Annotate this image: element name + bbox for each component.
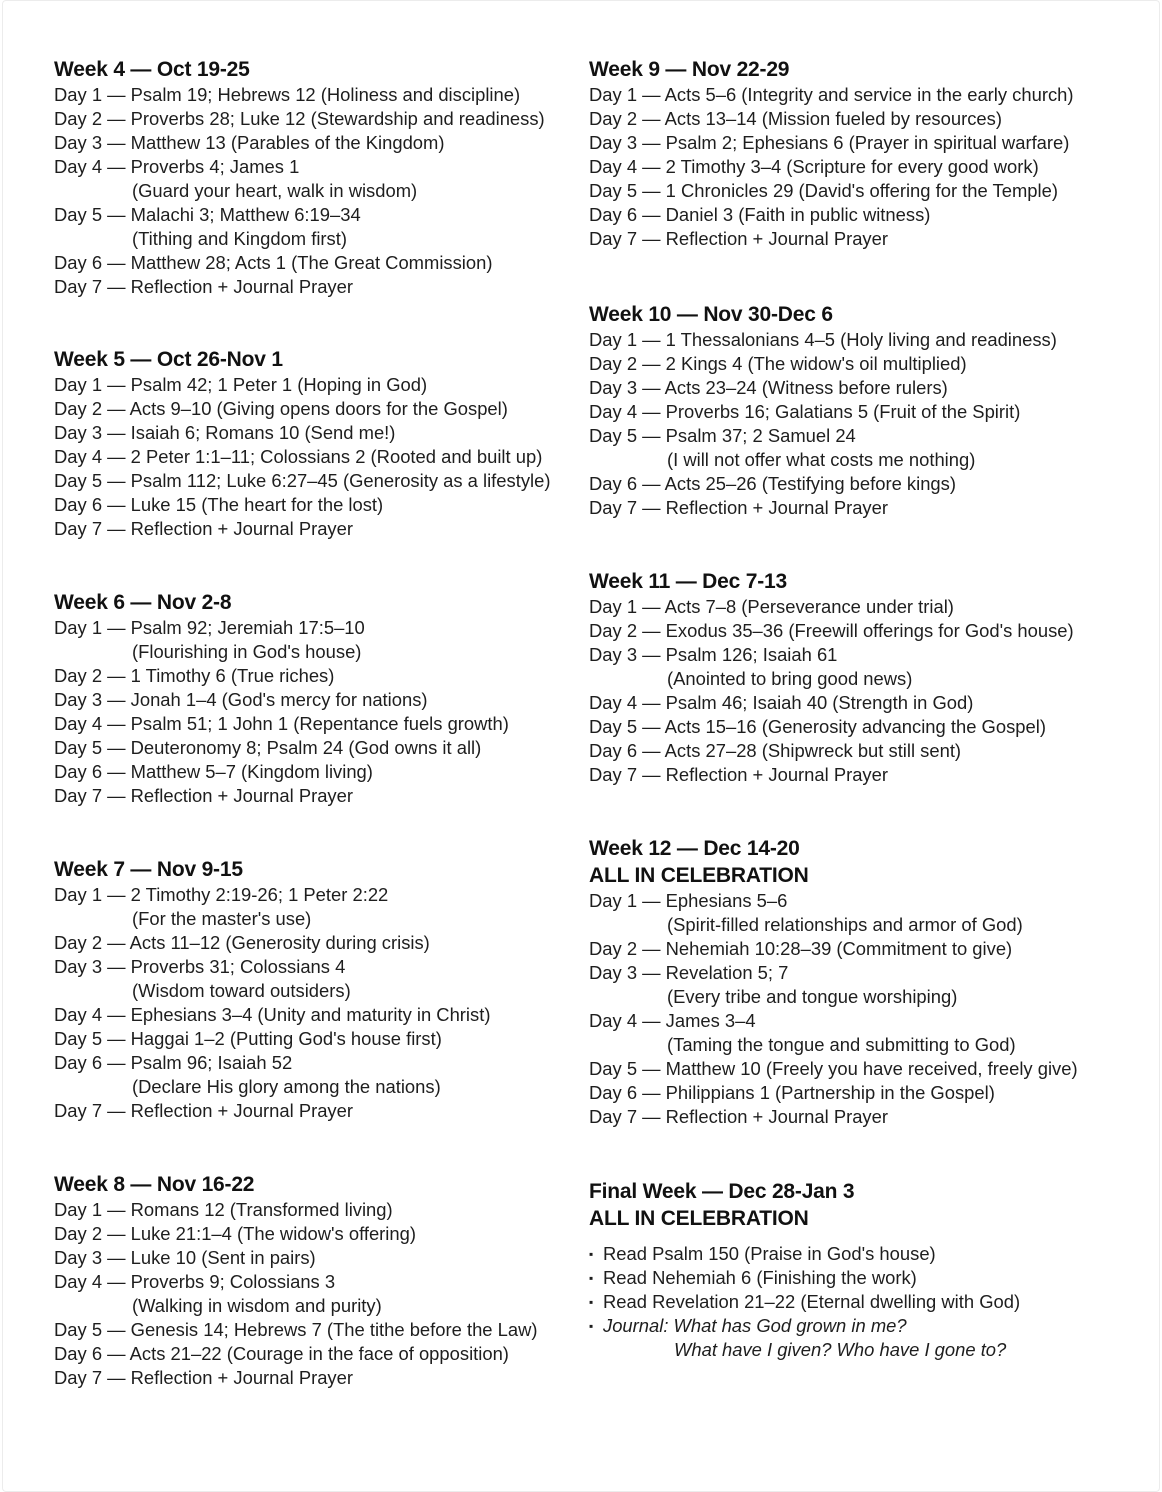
day-reading-theme: (Tithing and Kingdom first) <box>132 228 347 249</box>
day-reading: Day 5 — Genesis 14; Hebrews 7 (The tithe before the Law) <box>54 1319 538 1340</box>
day-reading: Day 2 — 2 Kings 4 (The widow's oil multiplied) <box>589 353 967 374</box>
day-reading: Day 3 — Matthew 13 (Parables of the Kingdom) <box>54 132 445 153</box>
day-reading: Day 7 — Reflection + Journal Prayer <box>54 785 353 806</box>
week-heading: Week 8 — Nov 16-22 <box>54 1173 255 1196</box>
day-reading: Day 3 — Isaiah 6; Romans 10 (Send me!) <box>54 422 396 443</box>
day-reading: Day 7 — Reflection + Journal Prayer <box>54 518 353 539</box>
day-reading-theme: (Wisdom toward outsiders) <box>132 980 351 1001</box>
day-reading: Day 6 — Philippians 1 (Partnership in the Gospel) <box>589 1082 995 1103</box>
journal-item <box>589 1314 1129 1338</box>
week-4-section <box>54 56 594 299</box>
week-12-section <box>589 835 1129 1129</box>
day-reading: Day 7 — Reflection + Journal Prayer <box>589 764 888 785</box>
week-5-section <box>54 346 594 541</box>
day-reading: Day 2 — Acts 13–14 (Mission fueled by resources) <box>589 108 1002 129</box>
day-reading: Day 3 — Jonah 1–4 (God's mercy for nations) <box>54 689 428 710</box>
item-text: Read Nehemiah 6 (Finishing the work) <box>603 1267 917 1288</box>
bullet-icon: ▪ <box>589 1247 594 1261</box>
bullet-icon: ▪ <box>589 1271 594 1285</box>
item-text: Read Revelation 21–22 (Eternal dwelling with God) <box>603 1291 1021 1312</box>
day-reading: Day 5 — Matthew 10 (Freely you have received, freely give) <box>589 1058 1078 1079</box>
day-reading: Day 1 — Acts 7–8 (Perseverance under trial) <box>589 596 954 617</box>
list-item <box>589 1266 1129 1290</box>
bullet-icon: ▪ <box>589 1295 594 1309</box>
day-reading: Day 5 — Psalm 112; Luke 6:27–45 (Generosity as a lifestyle) <box>54 470 551 491</box>
day-reading: Day 4 — Proverbs 9; Colossians 3 <box>54 1271 336 1292</box>
day-reading: Day 2 — Acts 9–10 (Giving opens doors for the Gospel) <box>54 398 508 419</box>
day-reading: Day 6 — Matthew 28; Acts 1 (The Great Commission) <box>54 252 493 273</box>
day-reading: Day 5 — Deuteronomy 8; Psalm 24 (God owns it all) <box>54 737 482 758</box>
day-reading: Day 5 — Acts 15–16 (Generosity advancing the Gospel) <box>589 716 1046 737</box>
day-reading: Day 3 — Proverbs 31; Colossians 4 <box>54 956 346 977</box>
day-reading-theme: (Every tribe and tongue worshiping) <box>667 986 958 1007</box>
day-reading: Day 3 — Revelation 5; 7 <box>589 962 789 983</box>
day-reading: Day 1 — 2 Timothy 2:19-26; 1 Peter 2:22 <box>54 884 389 905</box>
day-reading: Day 4 — Proverbs 16; Galatians 5 (Fruit of the Spirit) <box>589 401 1021 422</box>
day-reading-theme: (Flourishing in God's house) <box>132 641 362 662</box>
day-reading: Day 1 — 1 Thessalonians 4–5 (Holy living and readiness) <box>589 329 1057 350</box>
day-reading: Day 4 — James 3–4 <box>589 1010 756 1031</box>
week-8-section <box>54 1171 594 1390</box>
day-reading-theme: (Spirit-filled relationships and armor of God) <box>667 914 1023 935</box>
bullet-icon: ▪ <box>589 1319 594 1333</box>
day-reading: Day 1 — Psalm 19; Hebrews 12 (Holiness and discipline) <box>54 84 521 105</box>
day-reading: Day 4 — 2 Peter 1:1–11; Colossians 2 (Rooted and built up) <box>54 446 543 467</box>
day-reading: Day 7 — Reflection + Journal Prayer <box>54 276 353 297</box>
day-reading: Day 4 — Psalm 46; Isaiah 40 (Strength in God) <box>589 692 974 713</box>
journal-text: Journal: What has God grown in me? <box>603 1315 907 1336</box>
day-reading: Day 4 — Proverbs 4; James 1 <box>54 156 300 177</box>
week-heading: Week 11 — Dec 7-13 <box>589 570 787 593</box>
day-reading-theme: (Anointed to bring good news) <box>667 668 913 689</box>
week-heading: Week 5 — Oct 26-Nov 1 <box>54 348 283 371</box>
week-heading: Final Week — Dec 28-Jan 3 <box>589 1180 855 1203</box>
day-reading: Day 5 — 1 Chronicles 29 (David's offering for the Temple) <box>589 180 1058 201</box>
day-reading-theme: (Declare His glory among the nations) <box>132 1076 441 1097</box>
final-week-section <box>589 1178 1129 1362</box>
day-reading: Day 6 — Daniel 3 (Faith in public witness) <box>589 204 931 225</box>
day-reading: Day 3 — Psalm 2; Ephesians 6 (Prayer in spiritual warfare) <box>589 132 1070 153</box>
day-reading: Day 3 — Acts 23–24 (Witness before rulers) <box>589 377 948 398</box>
day-reading: Day 6 — Luke 15 (The heart for the lost) <box>54 494 384 515</box>
day-reading: Day 2 — Nehemiah 10:28–39 (Commitment to give) <box>589 938 1013 959</box>
week-11-section <box>589 568 1129 787</box>
day-reading: Day 7 — Reflection + Journal Prayer <box>589 1106 888 1127</box>
item-text: Read Psalm 150 (Praise in God's house) <box>603 1243 936 1264</box>
day-reading: Day 2 — Luke 21:1–4 (The widow's offering) <box>54 1223 416 1244</box>
day-reading: Day 2 — 1 Timothy 6 (True riches) <box>54 665 335 686</box>
day-reading: Day 6 — Acts 21–22 (Courage in the face of opposition) <box>54 1343 509 1364</box>
week-subtitle: ALL IN CELEBRATION <box>589 1207 809 1230</box>
week-heading: Week 7 — Nov 9-15 <box>54 858 243 881</box>
day-reading: Day 6 — Psalm 96; Isaiah 52 <box>54 1052 293 1073</box>
day-reading: Day 1 — Ephesians 5–6 <box>589 890 788 911</box>
day-reading: Day 6 — Acts 27–28 (Shipwreck but still sent) <box>589 740 962 761</box>
day-reading: Day 6 — Matthew 5–7 (Kingdom living) <box>54 761 373 782</box>
day-reading: Day 7 — Reflection + Journal Prayer <box>54 1100 353 1121</box>
day-reading-theme: (Taming the tongue and submitting to God) <box>667 1034 1016 1055</box>
day-reading-theme: (Guard your heart, walk in wisdom) <box>132 180 418 201</box>
day-reading: Day 7 — Reflection + Journal Prayer <box>589 497 888 518</box>
day-reading: Day 5 — Haggai 1–2 (Putting God's house first) <box>54 1028 442 1049</box>
day-reading: Day 7 — Reflection + Journal Prayer <box>54 1367 353 1388</box>
week-10-section <box>589 301 1129 520</box>
day-reading: Day 2 — Proverbs 28; Luke 12 (Stewardship and readiness) <box>54 108 545 129</box>
week-subtitle: ALL IN CELEBRATION <box>589 864 809 887</box>
week-heading: Week 9 — Nov 22-29 <box>589 58 790 81</box>
journal-continuation: What have I given? Who have I gone to? <box>674 1339 1007 1360</box>
day-reading: Day 4 — 2 Timothy 3–4 (Scripture for every good work) <box>589 156 1039 177</box>
week-9-section <box>589 56 1129 251</box>
day-reading: Day 1 — Psalm 42; 1 Peter 1 (Hoping in God) <box>54 374 428 395</box>
list-item <box>589 1242 1129 1266</box>
day-reading: Day 4 — Psalm 51; 1 John 1 (Repentance fuels growth) <box>54 713 509 734</box>
week-heading: Week 12 — Dec 14-20 <box>589 837 800 860</box>
day-reading: Day 7 — Reflection + Journal Prayer <box>589 228 888 249</box>
day-reading: Day 1 — Acts 5–6 (Integrity and service in the early church) <box>589 84 1074 105</box>
week-6-section <box>54 589 594 808</box>
day-reading: Day 5 — Psalm 37; 2 Samuel 24 <box>589 425 856 446</box>
week-heading: Week 6 — Nov 2-8 <box>54 591 232 614</box>
day-reading-theme: (I will not offer what costs me nothing) <box>667 449 976 470</box>
week-heading: Week 4 — Oct 19-25 <box>54 58 250 81</box>
day-reading: Day 2 — Exodus 35–36 (Freewill offerings for God's house) <box>589 620 1074 641</box>
list-item <box>589 1290 1129 1314</box>
day-reading: Day 1 — Psalm 92; Jeremiah 17:5–10 <box>54 617 365 638</box>
week-heading: Week 10 — Nov 30-Dec 6 <box>589 303 833 326</box>
day-reading: Day 4 — Ephesians 3–4 (Unity and maturity in Christ) <box>54 1004 491 1025</box>
day-reading-theme: (For the master's use) <box>132 908 312 929</box>
day-reading: Day 2 — Acts 11–12 (Generosity during crisis) <box>54 932 430 953</box>
day-reading: Day 6 — Acts 25–26 (Testifying before kings) <box>589 473 956 494</box>
week-7-section <box>54 856 594 1123</box>
day-reading: Day 3 — Psalm 126; Isaiah 61 <box>589 644 838 665</box>
day-reading-theme: (Walking in wisdom and purity) <box>132 1295 382 1316</box>
day-reading: Day 5 — Malachi 3; Matthew 6:19–34 <box>54 204 361 225</box>
reading-plan-page <box>2 0 1160 1492</box>
day-reading: Day 3 — Luke 10 (Sent in pairs) <box>54 1247 316 1268</box>
day-reading: Day 1 — Romans 12 (Transformed living) <box>54 1199 393 1220</box>
